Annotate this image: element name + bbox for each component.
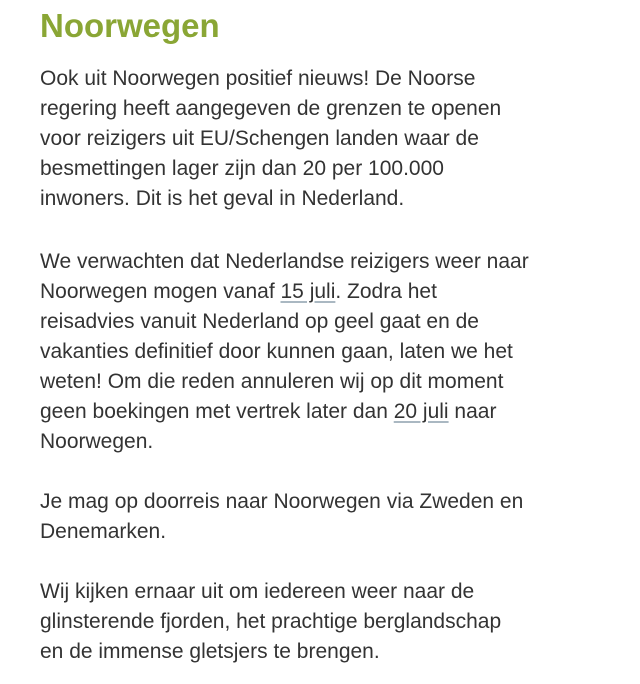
- paragraph-line: regering heeft aangegeven de grenzen te openen: [40, 97, 502, 120]
- paragraph-line: Ook uit Noorwegen positief nieuws! De Noorse: [40, 67, 476, 90]
- paragraph-travel-dates: [40, 247, 529, 457]
- paragraph-intro: [40, 64, 501, 214]
- paragraph-line: We verwachten dat Nederlandse reizigers weer naar: [40, 250, 529, 273]
- paragraph-line: glinsterende fjorden, het prachtige berglandschap: [40, 610, 502, 633]
- paragraph-line: besmettingen lager zijn dan 20 per 100.000: [40, 157, 444, 180]
- paragraph-text: . Zodra het: [335, 280, 437, 303]
- paragraph-line: Je mag op doorreis naar Noorwegen via Zweden en: [40, 490, 524, 513]
- paragraph-line: weten! Om die reden annuleren wij op dit moment: [40, 370, 504, 393]
- date-link-15-juli[interactable]: 15 juli: [280, 280, 336, 303]
- paragraph-line: reisadvies vanuit Nederland op geel gaat en de: [40, 310, 479, 333]
- paragraph-line: voor reizigers uit EU/Schengen landen waar de: [40, 127, 479, 150]
- paragraph-line: en de immense gletsjers te brengen.: [40, 640, 380, 663]
- paragraph-text: Noorwegen mogen vanaf: [40, 280, 281, 303]
- paragraph-text: geen boekingen met vertrek later dan: [40, 400, 394, 423]
- paragraph-line: vakanties definitief door kunnen gaan, laten we het: [40, 340, 513, 363]
- paragraph-line: Denemarken.: [40, 520, 167, 543]
- page-title: Noorwegen: [40, 7, 220, 44]
- paragraph-text: naar: [448, 400, 497, 423]
- article: [40, 0, 630, 663]
- paragraph-line: Noorwegen.: [40, 430, 154, 453]
- paragraph-closing: [40, 577, 501, 667]
- paragraph-transit: [40, 487, 523, 547]
- paragraph-line: Wij kijken ernaar uit om iedereen weer naar de: [40, 580, 475, 603]
- date-link-20-juli[interactable]: 20 juli: [393, 400, 449, 423]
- paragraph-line: inwoners. Dit is het geval in Nederland.: [40, 187, 405, 210]
